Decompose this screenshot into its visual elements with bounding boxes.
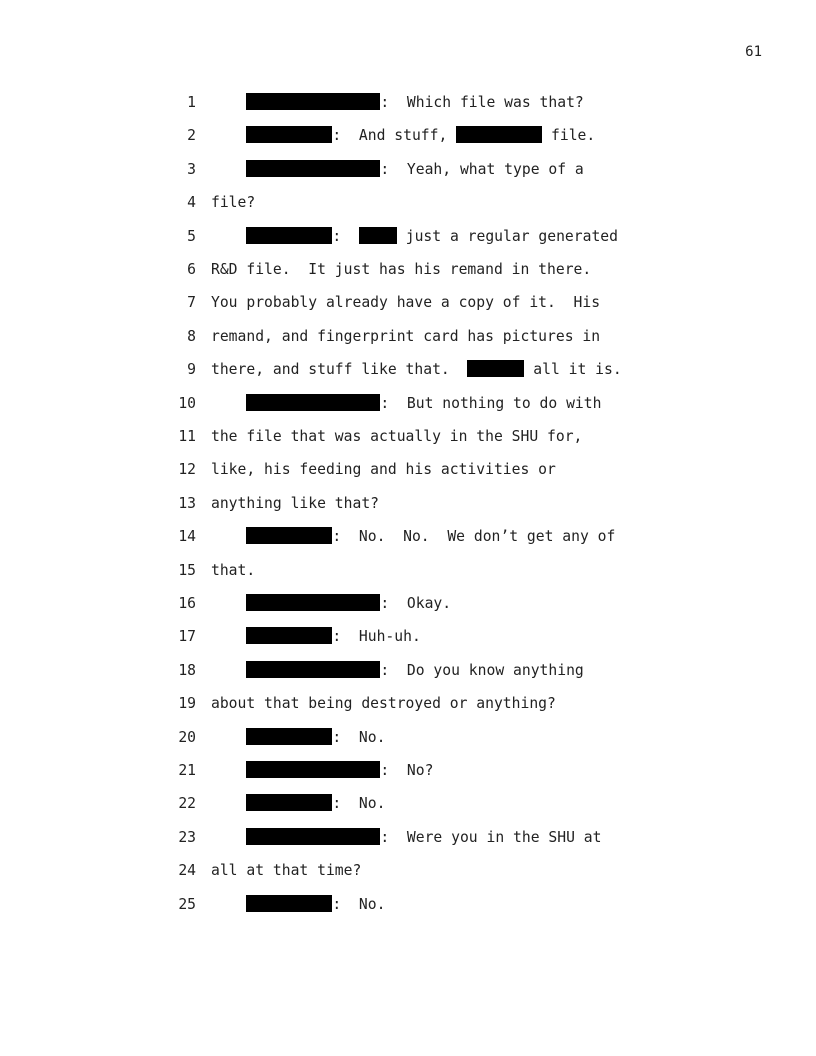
line-number: 5	[187, 227, 196, 245]
redaction-block	[246, 728, 332, 745]
transcript-line	[0, 694, 816, 714]
line-text	[211, 794, 385, 814]
redaction-block	[246, 895, 332, 912]
line-text	[211, 728, 385, 748]
text-segment	[211, 595, 246, 612]
transcript-line	[0, 761, 816, 781]
text-segment: anything like that?	[211, 494, 380, 512]
line-number: 16	[178, 595, 196, 612]
text-segment: : Yeah, what type of a	[380, 160, 584, 178]
transcript-line	[0, 861, 816, 881]
line-number: 15	[178, 561, 196, 579]
line-number: 12	[178, 461, 196, 479]
line-text	[211, 527, 615, 547]
text-segment	[211, 228, 246, 245]
redaction-block	[246, 527, 332, 544]
line-number: 24	[178, 862, 196, 880]
text-segment	[211, 94, 246, 111]
transcript-line	[0, 494, 816, 514]
transcript-line	[0, 561, 816, 581]
redaction-block	[246, 828, 380, 845]
line-text	[211, 661, 584, 681]
transcript-line	[0, 227, 816, 247]
transcript-line	[0, 527, 816, 547]
redaction-block	[246, 794, 332, 811]
line-text	[211, 160, 584, 180]
line-text	[211, 761, 433, 781]
redaction-block	[246, 227, 332, 244]
text-segment: all it is.	[524, 361, 622, 379]
text-segment: like, his feeding and his activities or	[211, 461, 556, 479]
line-text	[211, 327, 600, 347]
text-segment: : But nothing to do with	[380, 394, 602, 412]
text-segment: : No.	[332, 728, 386, 746]
line-number: 13	[178, 494, 196, 512]
text-segment: all at that time?	[211, 862, 362, 880]
text-segment: file.	[542, 127, 596, 145]
text-segment	[211, 896, 246, 913]
redaction-block	[246, 93, 380, 110]
line-number: 18	[178, 661, 196, 679]
text-segment: : No. No. We don’t get any of	[332, 528, 616, 546]
text-segment	[211, 829, 246, 846]
text-segment: about that being destroyed or anything?	[211, 695, 556, 713]
text-segment: : Do you know anything	[380, 661, 584, 679]
transcript-line	[0, 627, 816, 647]
line-number: 25	[178, 895, 196, 913]
transcript-line	[0, 327, 816, 347]
line-number: 21	[178, 762, 196, 779]
line-number: 6	[187, 261, 196, 278]
transcript-line	[0, 661, 816, 681]
transcript-line	[0, 427, 816, 447]
line-text	[211, 561, 255, 581]
line-number: 22	[178, 795, 196, 813]
redaction-block	[246, 594, 380, 611]
text-segment: : No.	[332, 795, 386, 813]
text-segment	[211, 528, 246, 545]
redaction-block	[246, 394, 380, 411]
line-text	[211, 394, 601, 414]
transcript-line	[0, 895, 816, 915]
line-text	[211, 193, 255, 213]
transcript-line	[0, 293, 816, 313]
text-segment: there, and stuff like that.	[211, 361, 468, 379]
text-segment: You probably already have a copy of it. His	[211, 294, 601, 312]
transcript-line	[0, 260, 816, 280]
redaction-block	[359, 227, 397, 244]
line-text	[211, 694, 556, 714]
transcript-line	[0, 360, 816, 380]
text-segment	[211, 729, 246, 746]
line-text	[211, 93, 584, 113]
redaction-block	[246, 627, 332, 644]
line-text	[211, 895, 385, 915]
text-segment: : Okay.	[380, 595, 452, 612]
line-text	[211, 126, 595, 146]
transcript-line	[0, 126, 816, 146]
redaction-block	[246, 761, 380, 778]
transcript-line	[0, 93, 816, 113]
line-text	[211, 227, 618, 247]
text-segment: : No?	[380, 762, 434, 779]
transcript-line	[0, 828, 816, 848]
line-text	[211, 861, 361, 881]
text-segment: : Were you in the SHU at	[380, 828, 602, 846]
line-number: 14	[178, 528, 196, 546]
text-segment	[211, 161, 246, 178]
text-segment	[211, 127, 246, 144]
text-segment: file?	[211, 194, 256, 212]
line-text	[211, 494, 379, 514]
line-text	[211, 293, 600, 313]
line-number: 2	[187, 127, 196, 145]
page-number: 61	[745, 44, 762, 60]
transcript-line	[0, 160, 816, 180]
transcript-line	[0, 728, 816, 748]
redaction-block	[246, 661, 380, 678]
line-number: 1	[187, 94, 196, 111]
text-segment: just a regular generated	[396, 227, 618, 245]
text-segment: : Which file was that?	[380, 94, 584, 111]
redaction-block	[246, 126, 332, 143]
text-segment: remand, and fingerprint card has pictures in	[211, 327, 601, 345]
line-text	[211, 627, 421, 647]
line-number: 11	[178, 428, 196, 445]
transcript-line	[0, 193, 816, 213]
text-segment	[211, 662, 246, 679]
line-number: 7	[187, 294, 196, 312]
line-text	[211, 460, 556, 480]
redaction-block	[246, 160, 380, 177]
text-segment: : Huh-uh.	[332, 628, 421, 646]
transcript-line	[0, 794, 816, 814]
line-number: 20	[178, 728, 196, 746]
line-number: 9	[187, 361, 196, 379]
line-text	[211, 360, 622, 380]
text-segment	[211, 395, 246, 412]
line-text	[211, 594, 451, 614]
line-text	[211, 260, 591, 280]
line-number: 8	[187, 327, 196, 345]
text-segment	[211, 762, 246, 779]
line-number: 19	[178, 695, 196, 713]
line-text	[211, 828, 601, 848]
redaction-block	[456, 126, 542, 143]
line-number: 23	[178, 828, 196, 846]
line-number: 3	[187, 160, 196, 178]
text-segment: : And stuff,	[332, 127, 457, 145]
text-segment: :	[332, 227, 359, 245]
text-segment: R&D file. It just has his remand in there.	[211, 261, 592, 278]
redaction-block	[467, 360, 524, 377]
text-segment	[211, 795, 246, 812]
line-number: 4	[187, 194, 196, 212]
transcript-line	[0, 394, 816, 414]
text-segment: the file that was actually in the SHU for,	[211, 428, 583, 445]
text-segment	[211, 628, 246, 645]
line-number: 17	[178, 628, 196, 646]
transcript-line	[0, 460, 816, 480]
transcript-line	[0, 594, 816, 614]
line-number: 10	[178, 394, 196, 412]
text-segment: : No.	[332, 895, 386, 913]
text-segment: that.	[211, 561, 256, 579]
line-text	[211, 427, 582, 447]
